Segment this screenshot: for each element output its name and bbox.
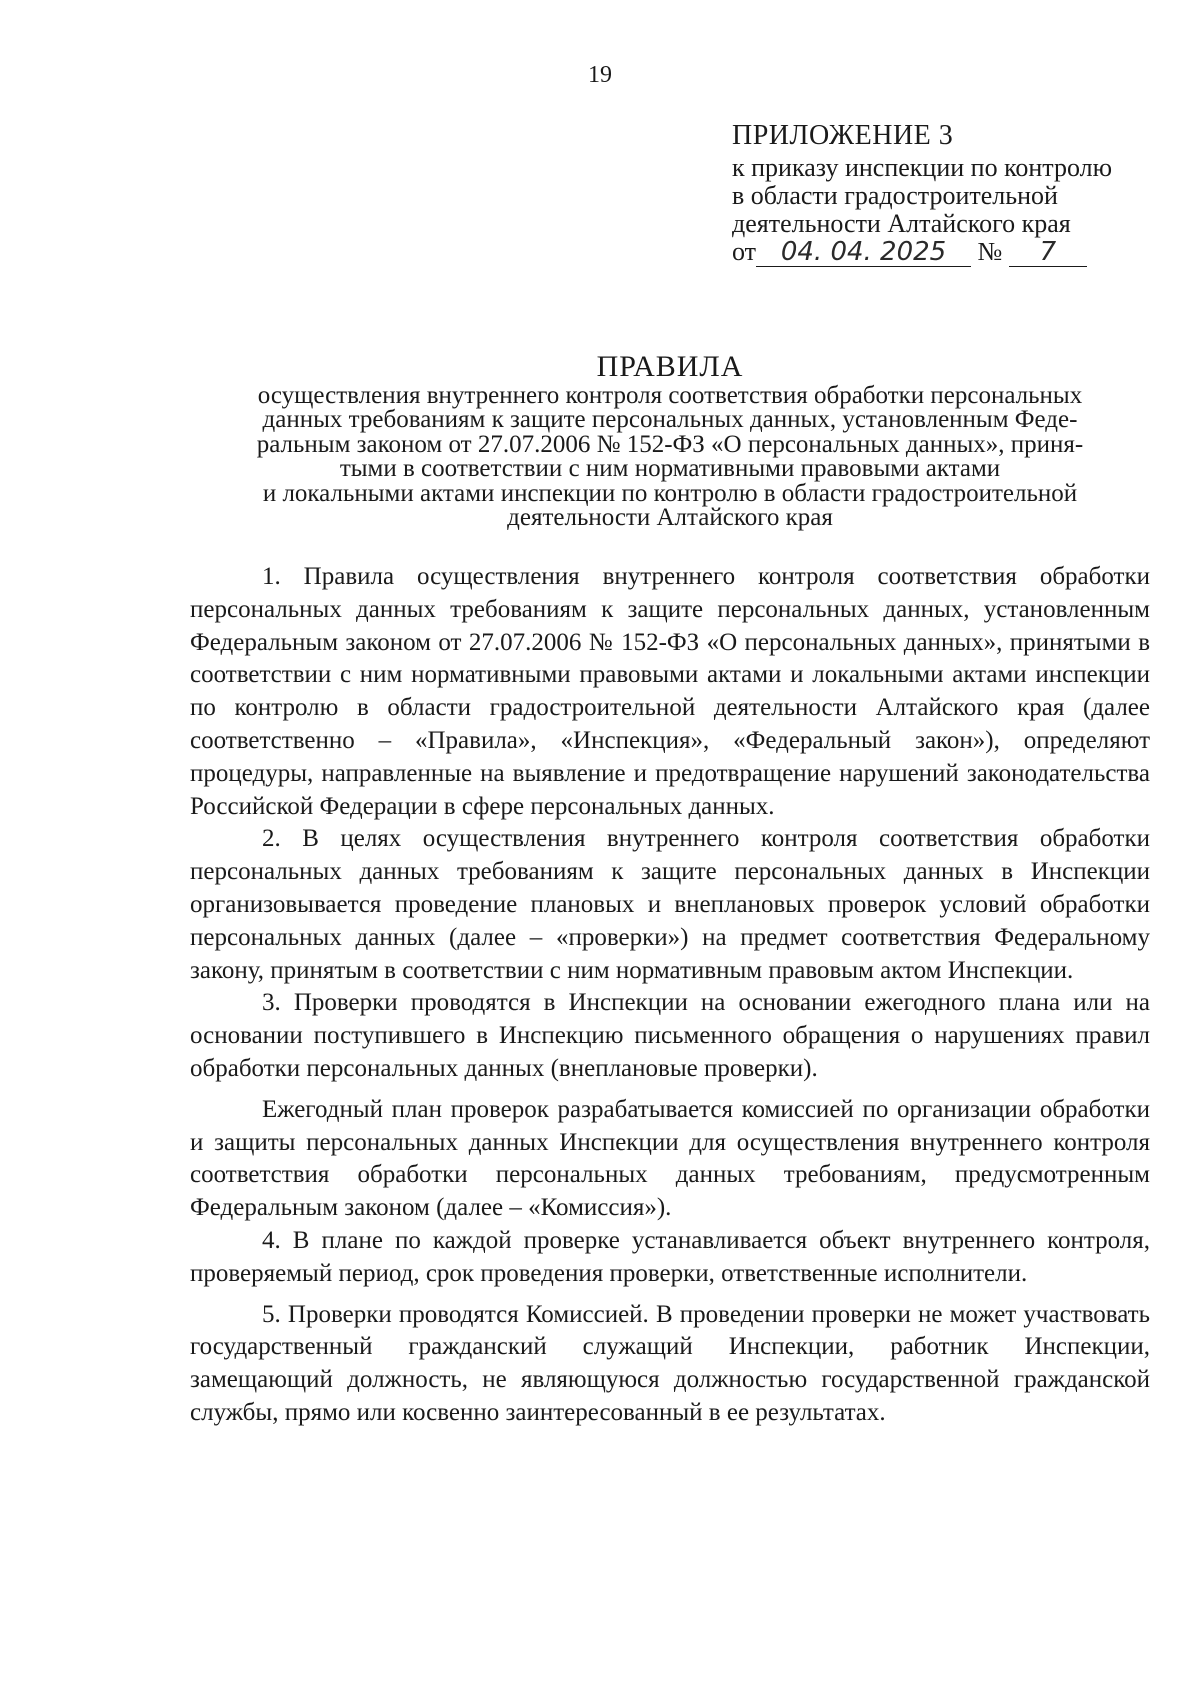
paragraph-5: 5. Проверки проводятся Комиссией. В проведении проверки не может участвовать государственный гражданский служащий Инспекции, работник Инспекции, замещающий должность, не являющуюся должностью государственной гражданской службы, прямо или косвенно заинтересованный в ее результатах. <box>190 1300 1150 1426</box>
handwritten-date: 04. 04. 2025 <box>756 238 971 267</box>
appendix-line: к приказу инспекции по контролю <box>732 153 1113 182</box>
appendix-line: деятельности Алтайского края <box>732 209 1071 238</box>
date-prefix: от <box>732 237 757 266</box>
paragraph-1: 1. Правила осуществления внутреннего контроля соответствия обработки персональных данных требованиям к защите персональных данных, установленным Федеральным законом от 27.07.2006 № 152-ФЗ «О персональных данных», принятыми в соответствии с ним нормативными правовыми актами и локальными актами инспекции по контролю в области градостроительной деятельности Алтайского края (далее соответственно – «Правила», «Инспекция», «Федеральный закон»), определяют процедуры, направленные на выявление и предотвращение нарушений законодательства Российской Федерации в сфере персональных данных. <box>190 563 1150 820</box>
document-subtitle <box>190 384 1150 530</box>
paragraph-3: 3. Проверки проводятся в Инспекции на основании ежегодного плана или на основании поступившего в Инспекцию письменного обращения о нарушениях правил обработки персональных данных (внеплановые проверки). <box>190 989 1150 1082</box>
document-body <box>190 561 1150 1430</box>
subtitle-line: данных требованиям к защите персональных данных, установленным Феде- <box>262 406 1078 434</box>
paragraph-annual-plan: Ежегодный план проверок разрабатывается комиссией по организации обработки и защиты персональных данных Инспекции для осуществления внутреннего контроля соответствия обработки персональных данных требованиям, предусмотренным Федеральным законом (далее – «Комиссия»). <box>190 1095 1150 1222</box>
subtitle-line: осуществления внутреннего контроля соответствия обработки персональных <box>257 382 1083 409</box>
number-prefix: № <box>977 237 1003 266</box>
handwritten-number: 7 <box>1009 238 1087 267</box>
document-title: ПРАВИЛА <box>596 350 744 383</box>
subtitle-line: тыми в соответствии с ним нормативными правовыми актами <box>339 455 1001 483</box>
appendix-title: ПРИЛОЖЕНИЕ 3 <box>732 120 954 151</box>
appendix-line: в области градостроительной <box>732 181 1058 210</box>
page-number: 19 <box>588 62 612 88</box>
subtitle-line: и локальными актами инспекции по контролю в области градостроительной <box>262 479 1078 507</box>
appendix-block <box>732 122 1172 267</box>
paragraph-2: 2. В целях осуществления внутреннего контроля соответствия обработки персональных данных требованиям к защите персональных данных в Инспекции организовывается проведение плановых и внеплановых проверок условий обработки персональных данных (далее – «проверки») на предмет соответствия Федеральному закону, принятым в соответствии с ним нормативным правовым актом Инспекции. <box>190 825 1150 984</box>
order-date-line <box>732 238 1172 267</box>
paragraph-4: 4. В плане по каждой проверке устанавливается объект внутреннего контроля, проверяемый период, срок проведения проверки, ответственные исполнители. <box>190 1226 1150 1287</box>
subtitle-line: деятельности Алтайского края <box>507 504 833 532</box>
subtitle-line: ральным законом от 27.07.2006 № 152-ФЗ «О персональных данных», приня- <box>256 430 1084 458</box>
